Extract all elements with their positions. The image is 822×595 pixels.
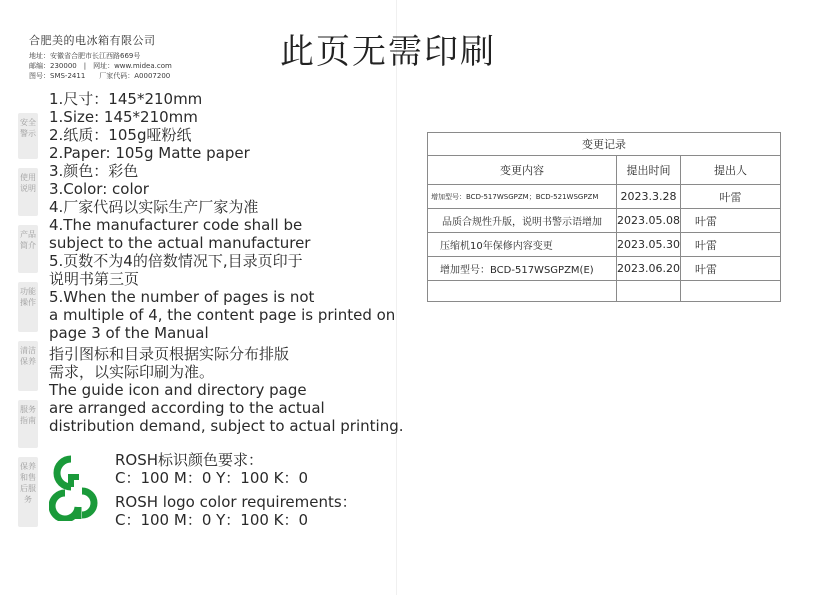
row-content: 增加型号：BCD-517WSGPZM(E)	[428, 257, 617, 281]
row-date: 2023.06.20	[617, 257, 681, 281]
rosh-line: C：100 M：0 Y：100 K：0	[115, 469, 309, 487]
rosh-line: C：100 M：0 Y：100 K：0	[115, 511, 309, 529]
rosh-line: ROSH标识颜色要求：	[115, 451, 264, 469]
spec-line: 3.Color: color	[49, 180, 149, 198]
col-header-content: 变更内容	[428, 156, 617, 185]
side-tab-safety: 安全警示	[18, 113, 38, 159]
row-person: 叶雷	[681, 185, 781, 209]
row-date: 2023.05.30	[617, 233, 681, 257]
spec-line: 3.颜色：彩色	[49, 162, 139, 180]
row-person: 叶雷	[681, 233, 781, 257]
table-row	[428, 257, 781, 281]
side-tab-list	[18, 113, 38, 536]
company-postcode-web: 邮编：230000 | 网址：www.midea.com	[29, 62, 172, 70]
table-row	[428, 233, 781, 257]
spec-line: 1.Size: 145*210mm	[49, 108, 198, 126]
row-content: 品质合规性升版，说明书警示语增加	[428, 209, 617, 233]
spec-line: page 3 of the Manual	[49, 324, 209, 342]
spec-line: subject to the actual manufacturer	[49, 234, 311, 252]
spec-line: a multiple of 4, the content page is printed on	[49, 306, 396, 324]
side-tab-service: 服务指南	[18, 400, 38, 448]
row-content: 压缩机10年保修内容变更	[428, 233, 617, 257]
spec-line: 2.纸质：105g哑粉纸	[49, 126, 192, 144]
spec-text-block	[49, 90, 404, 435]
guide-line: The guide icon and directory page	[49, 381, 307, 399]
row-person: 叶雷	[681, 209, 781, 233]
rosh-logo-icon	[49, 455, 103, 521]
rosh-requirements	[115, 451, 395, 529]
table-row	[428, 185, 781, 209]
change-log-title: 变更记录	[428, 133, 781, 156]
company-name: 合肥美的电冰箱有限公司	[29, 34, 156, 47]
spec-line: 5.页数不为4的倍数情况下,目录页印于	[49, 252, 303, 270]
company-header	[29, 32, 229, 81]
guide-line: 需求，以实际印刷为准。	[49, 363, 215, 381]
rosh-line: ROSH logo color requirements：	[115, 493, 357, 511]
spec-line: 2.Paper: 105g Matte paper	[49, 144, 250, 162]
col-header-date: 提出时间	[617, 156, 681, 185]
side-tab-cleaning: 清洁保养	[18, 341, 38, 391]
guide-line: distribution demand, subject to actual printing.	[49, 417, 404, 435]
spec-line: 4.厂家代码以实际生产厂家为准	[49, 198, 259, 216]
row-date: 2023.05.08	[617, 209, 681, 233]
side-tab-usage: 使用说明	[18, 168, 38, 216]
row-person: 叶雷	[681, 257, 781, 281]
side-tab-function: 功能操作	[18, 282, 38, 332]
company-address: 地址：安徽省合肥市长江西路669号	[29, 52, 141, 60]
guide-line: 指引图标和目录页根据实际分布排版	[49, 345, 290, 363]
page-title: 此页无需印刷	[280, 32, 496, 72]
spec-line: 1.尺寸：145*210mm	[49, 90, 203, 108]
spec-line: 5.When the number of pages is not	[49, 288, 315, 306]
side-tab-after-sales: 保养和售后服务	[18, 457, 38, 527]
table-row	[428, 209, 781, 233]
guide-line: are arranged according to the actual	[49, 399, 325, 417]
spec-line: 4.The manufacturer code shall be	[49, 216, 303, 234]
company-drawing-no: 图号：SMS-2411 厂家代码：A0007200	[29, 72, 171, 80]
col-header-person: 提出人	[681, 156, 781, 185]
row-content: 增加型号：BCD-517WSGPZM；BCD-521WSGPZM	[428, 185, 617, 209]
change-log-table	[427, 132, 781, 302]
row-date: 2023.3.28	[617, 185, 681, 209]
side-tab-product: 产品简介	[18, 225, 38, 273]
spec-line: 说明书第三页	[49, 270, 140, 288]
table-row-empty	[428, 281, 781, 302]
